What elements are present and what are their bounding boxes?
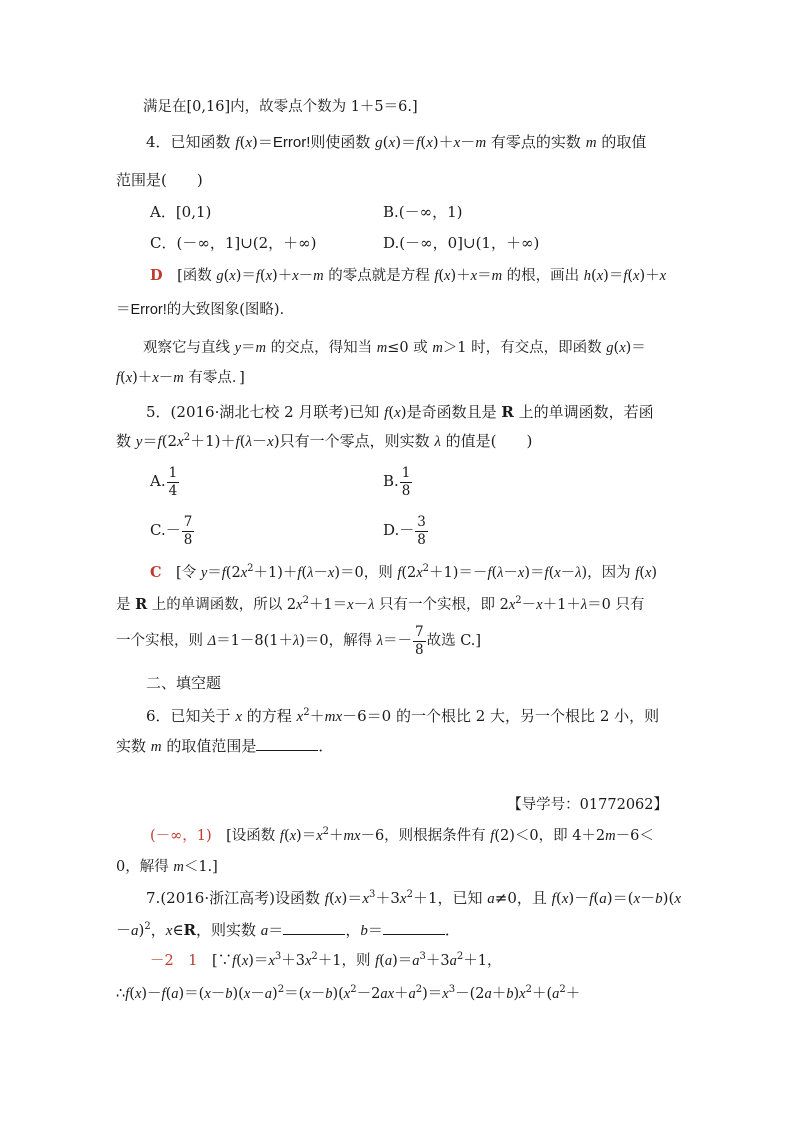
q6-answer: (－∞，1) [150, 828, 212, 844]
q6-reference-text: 【导学号：01772062】 [507, 797, 668, 813]
q4-solution-line2: ＝Error!的大致图象(图略)． [116, 302, 295, 318]
q7-answer: －2 1 [150, 953, 198, 969]
q5-solution-line1: C [令 $y=f(2x^2+1)+f(\lambda-x)=0$，则 $f(2x^2+1)=-f(\lambda-x)=f(x-\lambda)$，因为 f(x) [150, 563, 658, 581]
q7-number: 7. [146, 889, 161, 907]
q5-option-c-label: C.－ [150, 521, 181, 539]
q6-solution-line2: 0，解得 m＜1.] [116, 859, 218, 875]
q6-number: 6． [146, 707, 171, 725]
q5-option-b-numerator: 1 [401, 464, 411, 481]
q5-solution-line3: 一个实根，则 Δ＝1－8(1＋λ)＝0，解得 λ＝－ $\frac{7}{8}$ 故选 C.] [116, 623, 482, 658]
q5-number: 5． [146, 403, 171, 421]
q5-option-d [383, 512, 429, 549]
q5-option-d-numerator: 3 [417, 513, 426, 530]
q5-option-a-denominator: 4 [168, 482, 178, 499]
q5-option-b-denominator: 8 [401, 482, 411, 499]
q4-option-b-text: B.(－∞，1) [383, 203, 463, 221]
q4-solution-line3: 观察它与直线 y＝m 的交点，得知当 m≤0 或 m＞1 时，有交点，即函数 g(x)＝ [143, 340, 646, 356]
q6-stem-line2: 实数 m 的取值范围是 ． [116, 737, 334, 755]
q5-option-b [383, 463, 413, 500]
q4-solution-line1: D [函数 g(x)＝f(x)＋x－m 的零点就是方程 f(x)＋x＝m 的根，画出 h(x)＝f(x)＋x [150, 267, 667, 284]
q4-option-c [150, 233, 317, 253]
q4-error-field: Error! [272, 134, 311, 151]
q4-error-field-2: Error! [130, 302, 167, 318]
q5-stem-line2: 数 $y=f(2x^2+1)+f(\lambda-x)$只有一个零点，则实数 λ 的值是( ) [116, 432, 533, 450]
q4-option-c-text: C．(－∞，1]∪(2，＋∞) [150, 234, 317, 252]
q4-stem-line2 [116, 170, 203, 190]
q5-stem-line1: 5．(2016·湖北七校 2 月联考)已知 f(x)是奇函数且是 R 上的单调函数，若函 [146, 403, 654, 421]
q5-solution-fraction [413, 624, 426, 659]
q7-solution-line2: $\therefore f(x)-f(a)=(x-b)(x-a)^2=(x-b)(x^2-2ax+a^2)=x^3-(2a+b)x^2+(a^2+$ [116, 984, 581, 1002]
q6-reference-number [507, 795, 668, 815]
q5-solution-line2: 是 R 上的单调函数，所以 $2x^2+1=x-\lambda$ 只有一个实根，即 $2x^2-x+1+\lambda=0$ 只有 [116, 595, 645, 613]
q3-tail-line [143, 96, 418, 117]
q7-blank-a[interactable] [283, 920, 345, 935]
q5-option-d-label: D.－ [383, 521, 415, 539]
section-heading-text: 二、填空题 [146, 675, 222, 692]
q4-solution-tail: 有零点．] [188, 370, 245, 386]
q7-stem-line2: －a)$^2$，x∈R，则实数 a＝ ，b＝ ． [116, 921, 460, 939]
q5-solution-numerator: 7 [415, 623, 424, 640]
q4-option-a-text: A．[0,1) [150, 203, 212, 221]
q5-option-c-denominator: 8 [183, 531, 193, 548]
q5-solution-denominator: 8 [415, 641, 424, 658]
q5-answer: C [150, 564, 162, 581]
q5-option-a [150, 463, 180, 500]
q6-solution-line1: (－∞，1) [设函数 $f(x)=x^2+mx-6$，则根据条件有 f(2)＜0，即 4＋2m－6＜ [150, 826, 654, 844]
q4-range-label: 范围是( ) [116, 171, 203, 189]
q7-solution-line1: －2 1 [$\because f(x)=x^3+3x^2+1$，则 $f(a)=a^3+3a^2+1$， [150, 951, 502, 969]
q3-tail-text: 满足在[0,16]内，故零点个数为 1＋5＝6.] [143, 99, 418, 115]
q4-option-d [383, 233, 539, 253]
q5-option-a-numerator: 1 [168, 464, 178, 481]
q4-answer: D [150, 267, 163, 284]
q5-option-b-fraction [400, 465, 413, 500]
q4-solution-line4: f(x)＋x－m 有零点．] [116, 370, 245, 386]
q4-option-a [150, 202, 211, 222]
q4-option-b [383, 202, 463, 222]
q7-blank-b[interactable] [383, 920, 445, 935]
q4-option-d-text: D.(－∞，0]∪(1，＋∞) [383, 234, 540, 252]
q4-stem-line1: 4．已知函数 f(x)＝Error!则使函数 g(x)＝f(x)＋x－m 有零点的实数 m 的取值 [146, 133, 647, 151]
q5-option-c-numerator: 7 [183, 513, 193, 530]
q6-answer-blank[interactable] [256, 736, 318, 751]
q7-source: (2016·浙江高考) [160, 889, 275, 907]
q5-option-d-fraction [415, 514, 428, 549]
q7-stem-line1: 7.(2016·浙江高考)设函数 $f(x)=x^3+3x^2+1$，已知 a≠0，且 f(x)－f(a)＝(x－b)(x [146, 889, 682, 907]
q6-stem-line1: 6．已知关于 x 的方程 $x^2+mx-6=0$ 的一个根比 2 大，另一个根比 2 小，则 [146, 707, 660, 725]
q5-solution-tail: 故选 C.] [426, 633, 482, 649]
q5-option-a-label: A. [150, 472, 166, 490]
q5-option-a-fraction [167, 465, 180, 500]
q5-option-c [150, 512, 195, 549]
q5-option-c-fraction [182, 514, 195, 549]
q5-option-d-denominator: 8 [417, 531, 426, 548]
q4-number: 4． [146, 133, 171, 151]
section-heading [146, 674, 221, 694]
q5-option-b-label: B. [383, 472, 399, 490]
q5-source: (2016·湖北七校 2 月联考) [170, 403, 350, 421]
